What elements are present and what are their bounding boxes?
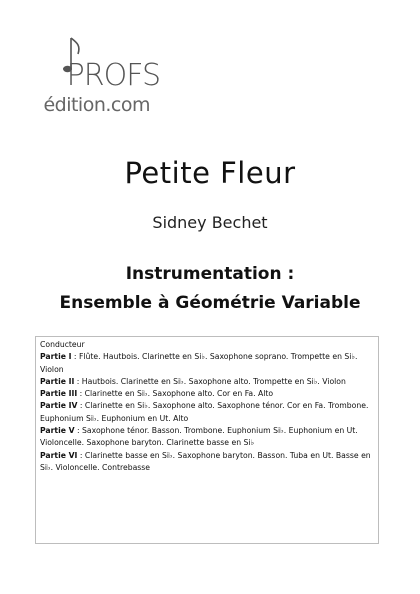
- part-entry: [40, 425, 374, 450]
- composer-name: Sidney Bechet: [152, 213, 268, 232]
- part-entry: [40, 388, 374, 400]
- part-instruments: : Clarinette en Si♭. Saxophone alto. Cor en Fa. Alto: [77, 389, 274, 399]
- instrumentation-ensemble: Ensemble à Géométrie Variable: [59, 293, 361, 313]
- part-label: Partie IV: [40, 401, 78, 411]
- part-entry: [40, 450, 374, 475]
- part-entry: [40, 400, 374, 425]
- part-label: Partie VI: [40, 450, 78, 460]
- logo-domain: édition.com: [43, 94, 150, 116]
- instrumentation-label: Instrumentation :: [125, 264, 295, 284]
- part-instruments: : Saxophone ténor. Basson. Trombone. Euphonium Si♭. Euphonium en Ut. Violoncelle. Saxophone baryton. Clarinette basse en Si♭: [40, 426, 358, 448]
- parts-list-box: [35, 336, 379, 544]
- part-entry: [40, 351, 374, 376]
- part-entry: [40, 376, 374, 388]
- part-instruments: : Clarinette basse en Si♭. Saxophone baryton. Basson. Tuba en Ut. Basse en Si♭. Violoncelle. Contrebasse: [40, 450, 371, 472]
- part-instruments: : Clarinette en Si♭. Saxophone alto. Saxophone ténor. Cor en Fa. Trombone. Euphonium Si♭. Euphonium en Ut. Alto: [40, 401, 369, 423]
- score-title: Petite Fleur: [124, 156, 296, 190]
- logo-wordmark: PROFS: [66, 58, 160, 93]
- part-instruments: : Hautbois. Clarinette en Si♭. Saxophone alto. Trompette en Si♭. Violon: [74, 376, 346, 386]
- publisher-logo: [0, 18, 420, 116]
- part-instruments: : Flûte. Hautbois. Clarinette en Si♭. Saxophone soprano. Trompette en Si♭. Violon: [40, 352, 358, 374]
- conductor-label: Conducteur: [40, 340, 85, 349]
- part-label: Partie II: [40, 376, 75, 386]
- instrumentation-heading: [0, 260, 420, 318]
- part-label: Partie I: [40, 352, 72, 362]
- part-label: Partie V: [40, 426, 75, 436]
- part-label: Partie III: [40, 389, 78, 399]
